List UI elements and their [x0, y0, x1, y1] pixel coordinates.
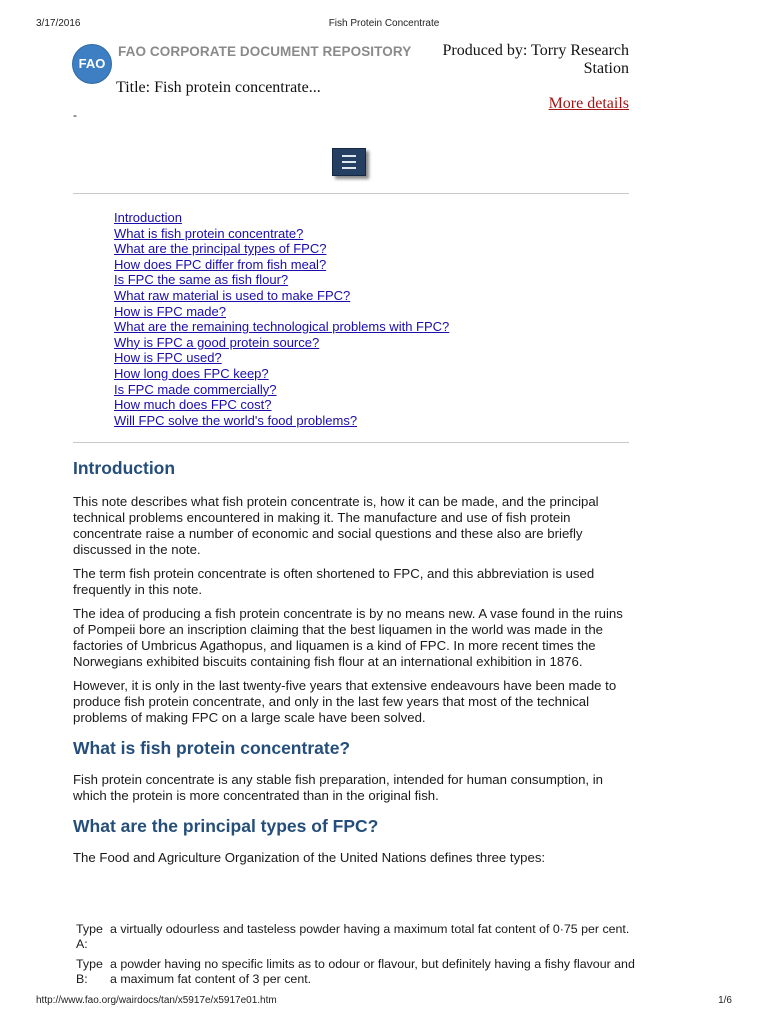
heading-what-is-fpc: What is fish protein concentrate? [73, 738, 351, 758]
main-content [73, 456, 631, 866]
paragraph: However, it is only in the last twenty-five years that extensive endeavours have been made to produce fish protein concentrate, and only in the last few years that most of the technical problems of making FPC on a large scale have been solved. [73, 678, 617, 725]
toc-item [114, 241, 449, 257]
toc-item [114, 350, 449, 366]
toc-link-how-made[interactable]: How is FPC made? [114, 303, 226, 319]
fpc-types-table [76, 922, 636, 992]
toc-link-food-problems[interactable]: Will FPC solve the world's food problems? [114, 412, 358, 428]
toc-item [114, 210, 449, 226]
produced-by-line-2: Station [583, 60, 629, 77]
print-page-title: Fish Protein Concentrate [328, 18, 440, 29]
menu-icon [342, 155, 356, 169]
type-key: Type B: [76, 957, 103, 986]
toc-item [114, 366, 449, 382]
menu-button[interactable] [332, 148, 366, 176]
paragraph: Fish protein concentrate is any stable fish preparation, intended for human consumption, in which the protein is more concentrated than in the original fish. [73, 772, 604, 803]
toc-link-cost[interactable]: How much does FPC cost? [114, 397, 272, 413]
heading-principal-types: What are the principal types of FPC? [73, 816, 379, 836]
document-title: Title: Fish protein concentrate... [116, 79, 321, 96]
toc-item [114, 304, 449, 320]
toc-item [114, 272, 449, 288]
toc-item [114, 319, 449, 335]
page-number: 1/6 [718, 995, 732, 1006]
toc-item [114, 397, 449, 413]
more-details-link[interactable]: More details [548, 95, 629, 112]
toc-item [114, 288, 449, 304]
toc-link-raw-material[interactable]: What raw material is used to make FPC? [114, 287, 351, 303]
toc-link-how-used[interactable]: How is FPC used? [114, 350, 222, 366]
type-key: Type A: [76, 922, 103, 951]
toc-item [114, 413, 449, 429]
table-row [76, 922, 636, 952]
toc-item [114, 226, 449, 242]
divider-bottom [73, 442, 629, 443]
table-of-contents [114, 210, 449, 428]
paragraph: The Food and Agriculture Organization of the United Nations defines three types: [73, 850, 546, 865]
table-row [76, 957, 636, 987]
paragraph: This note describes what fish protein concentrate is, how it can be made, and the principal technical problems encountered in making it. The manufacture and use of fish protein concentrate raise a number of economic and social questions and these also are briefly discussed in the note. [73, 494, 599, 557]
toc-item [114, 382, 449, 398]
fao-logo-icon[interactable]: FAO [72, 44, 112, 84]
toc-link-fish-flour[interactable]: Is FPC the same as fish flour? [114, 272, 289, 288]
heading-introduction: Introduction [73, 458, 176, 478]
toc-link-protein-source[interactable]: Why is FPC a good protein source? [114, 334, 320, 350]
toc-item [114, 257, 449, 273]
toc-item [114, 335, 449, 351]
produced-by-line-1: Produced by: Torry Research [442, 42, 629, 59]
type-description: a powder having no specific limits as to odour or flavour, but definitely having a fishy flavour and a maximum fat content of 3 per cent. [110, 957, 635, 986]
toc-link-principal-types[interactable]: What are the principal types of FPC? [114, 241, 327, 257]
toc-link-introduction[interactable]: Introduction [114, 210, 182, 225]
repository-name: FAO CORPORATE DOCUMENT REPOSITORY [118, 44, 412, 59]
type-description: a virtually odourless and tasteless powder having a maximum total fat content of 0·75 per cent. [110, 922, 630, 936]
toc-link-what-is-fpc[interactable]: What is fish protein concentrate? [114, 225, 304, 241]
divider-top [73, 193, 629, 194]
page-url: http://www.fao.org/wairdocs/tan/x5917e/x5917e01.htm [36, 995, 277, 1006]
separator-dash: - [73, 108, 77, 122]
toc-link-how-long-keep[interactable]: How long does FPC keep? [114, 365, 269, 381]
paragraph: The idea of producing a fish protein concentrate is by no means new. A vase found in the ruins of Pompeii bore an inscription claiming that the best liquamen in the world was made in the factories of Umbricus Agathopus, and liquamen is a kind of FPC. In more recent times the Norwegians exhibited biscuits containing fish flour at an international exhibition in 1876. [73, 606, 623, 669]
paragraph: The term fish protein concentrate is often shortened to FPC, and this abbreviation is used frequently in this note. [73, 566, 595, 597]
toc-link-fish-meal[interactable]: How does FPC differ from fish meal? [114, 256, 327, 272]
toc-link-made-commercially[interactable]: Is FPC made commercially? [114, 381, 277, 397]
produced-by [379, 42, 629, 78]
toc-link-technological-problems[interactable]: What are the remaining technological problems with FPC? [114, 319, 450, 335]
print-date: 3/17/2016 [36, 18, 81, 29]
